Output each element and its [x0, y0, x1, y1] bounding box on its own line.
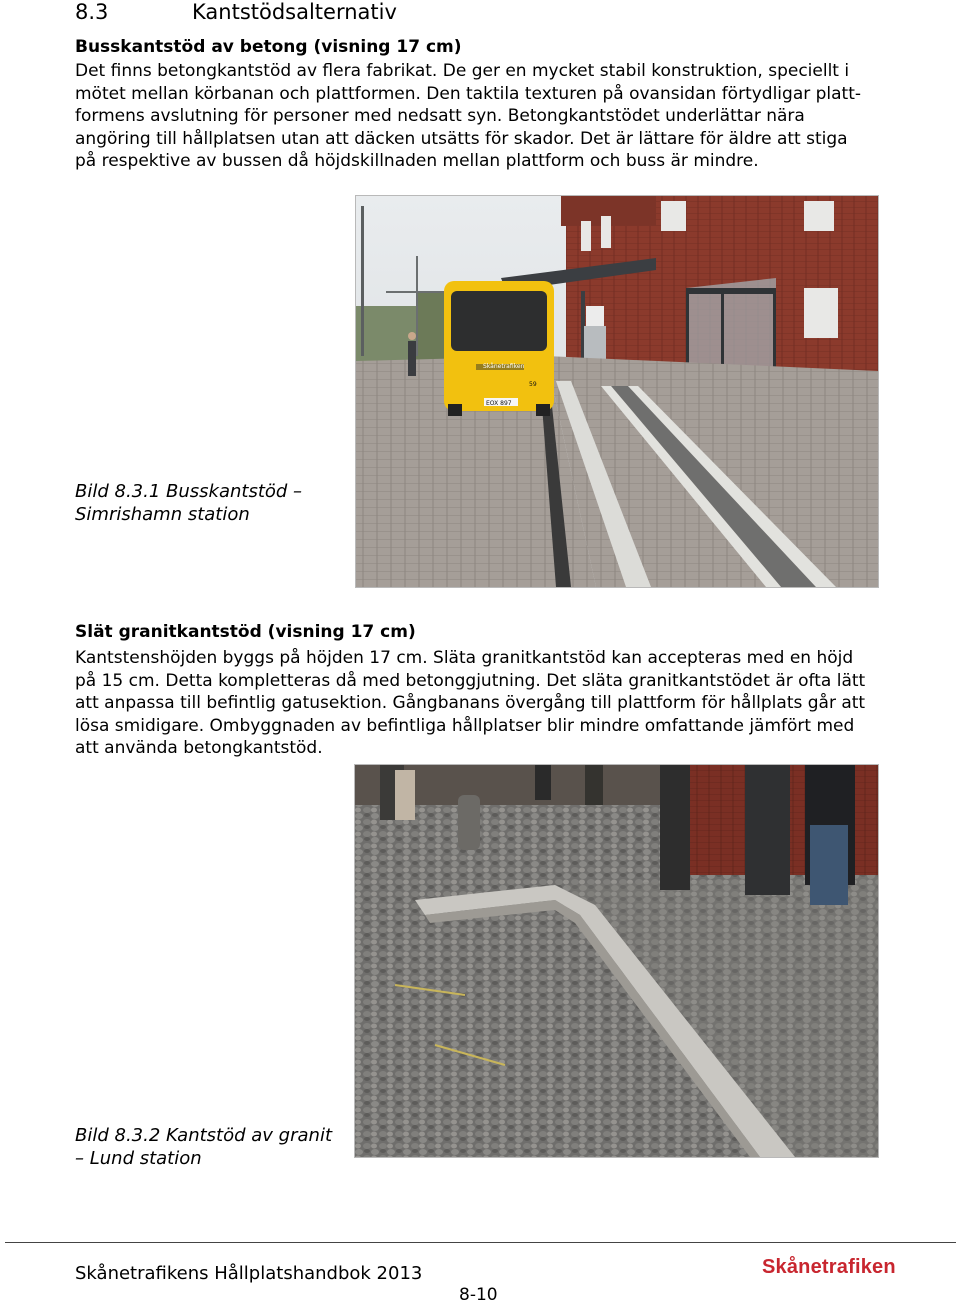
paragraph-granit — [75, 647, 865, 760]
bus-plate-text: EOX 897 — [486, 400, 512, 407]
paragraph-line: att anpassa till befintlig gatusektion. Gångbanans övergång till plattform för hållplats går att — [75, 693, 866, 713]
figure2-caption — [75, 1125, 332, 1170]
paragraph-line: angöring till hållplatsen utan att däcken utsätts för skador. Det är lättare för äldre att stiga — [75, 128, 848, 149]
photo-lund-granite-curb — [354, 764, 879, 1158]
bus-sign-text: Skånetrafiken — [483, 363, 525, 370]
paragraph-line: mötet mellan körbanan och plattformen. Den taktila texturen på ovansidan förtydligar platt- — [75, 83, 862, 104]
figure1-caption — [75, 481, 302, 526]
paragraph-line: lösa smidigare. Ombyggnaden av befintliga hållplatser blir mindre omfattande jämfört med — [75, 715, 855, 736]
figure2-caption-line: Bild 8.3.2 Kantstöd av granit — [75, 1125, 333, 1146]
paragraph-line: på 15 cm. Detta kompletteras då med betonggjutning. Det släta granitkantstödet är ofta lätt — [75, 670, 866, 691]
paragraph-line: att använda betongkantstöd. — [75, 738, 323, 758]
section-title-text: Kantstödsalternativ — [192, 0, 397, 24]
subheading-betong: Busskantstöd av betong (visning 17 cm) — [75, 37, 462, 57]
figure1-caption-line: Bild 8.3.1 Busskantstöd – — [75, 481, 303, 502]
page-number: 8-10 — [459, 1285, 498, 1305]
section-number: 8.3 — [75, 0, 109, 24]
paragraph-betong — [75, 60, 861, 173]
section-title — [75, 0, 397, 24]
bus-number-text: 59 — [529, 381, 537, 388]
paragraph-line: formens avslutning för personer med nedsatt syn. Betongkantstödet underlättar nära — [75, 106, 805, 126]
photo-simrishamn-bus-platform — [355, 195, 879, 588]
footer-title: Skånetrafikens Hållplatshandbok 2013 — [75, 1263, 423, 1284]
paragraph-line: Kantstenshöjden byggs på höjden 17 cm. Släta granitkantstöd kan accepteras med en höjd — [75, 648, 854, 668]
footer-divider — [5, 1242, 956, 1243]
subheading-granit: Slät granitkantstöd (visning 17 cm) — [75, 622, 416, 642]
skanetrafiken-logo: Skånetrafiken — [762, 1256, 896, 1278]
paragraph-line: Det finns betongkantstöd av flera fabrikat. De ger en mycket stabil konstruktion, speciellt i — [75, 61, 850, 81]
paragraph-line: på respektive av bussen då höjdskillnaden mellan plattform och buss är mindre. — [75, 151, 759, 171]
figure1-caption-line: Simrishamn station — [75, 503, 250, 525]
figure2-caption-line: – Lund station — [75, 1147, 202, 1169]
